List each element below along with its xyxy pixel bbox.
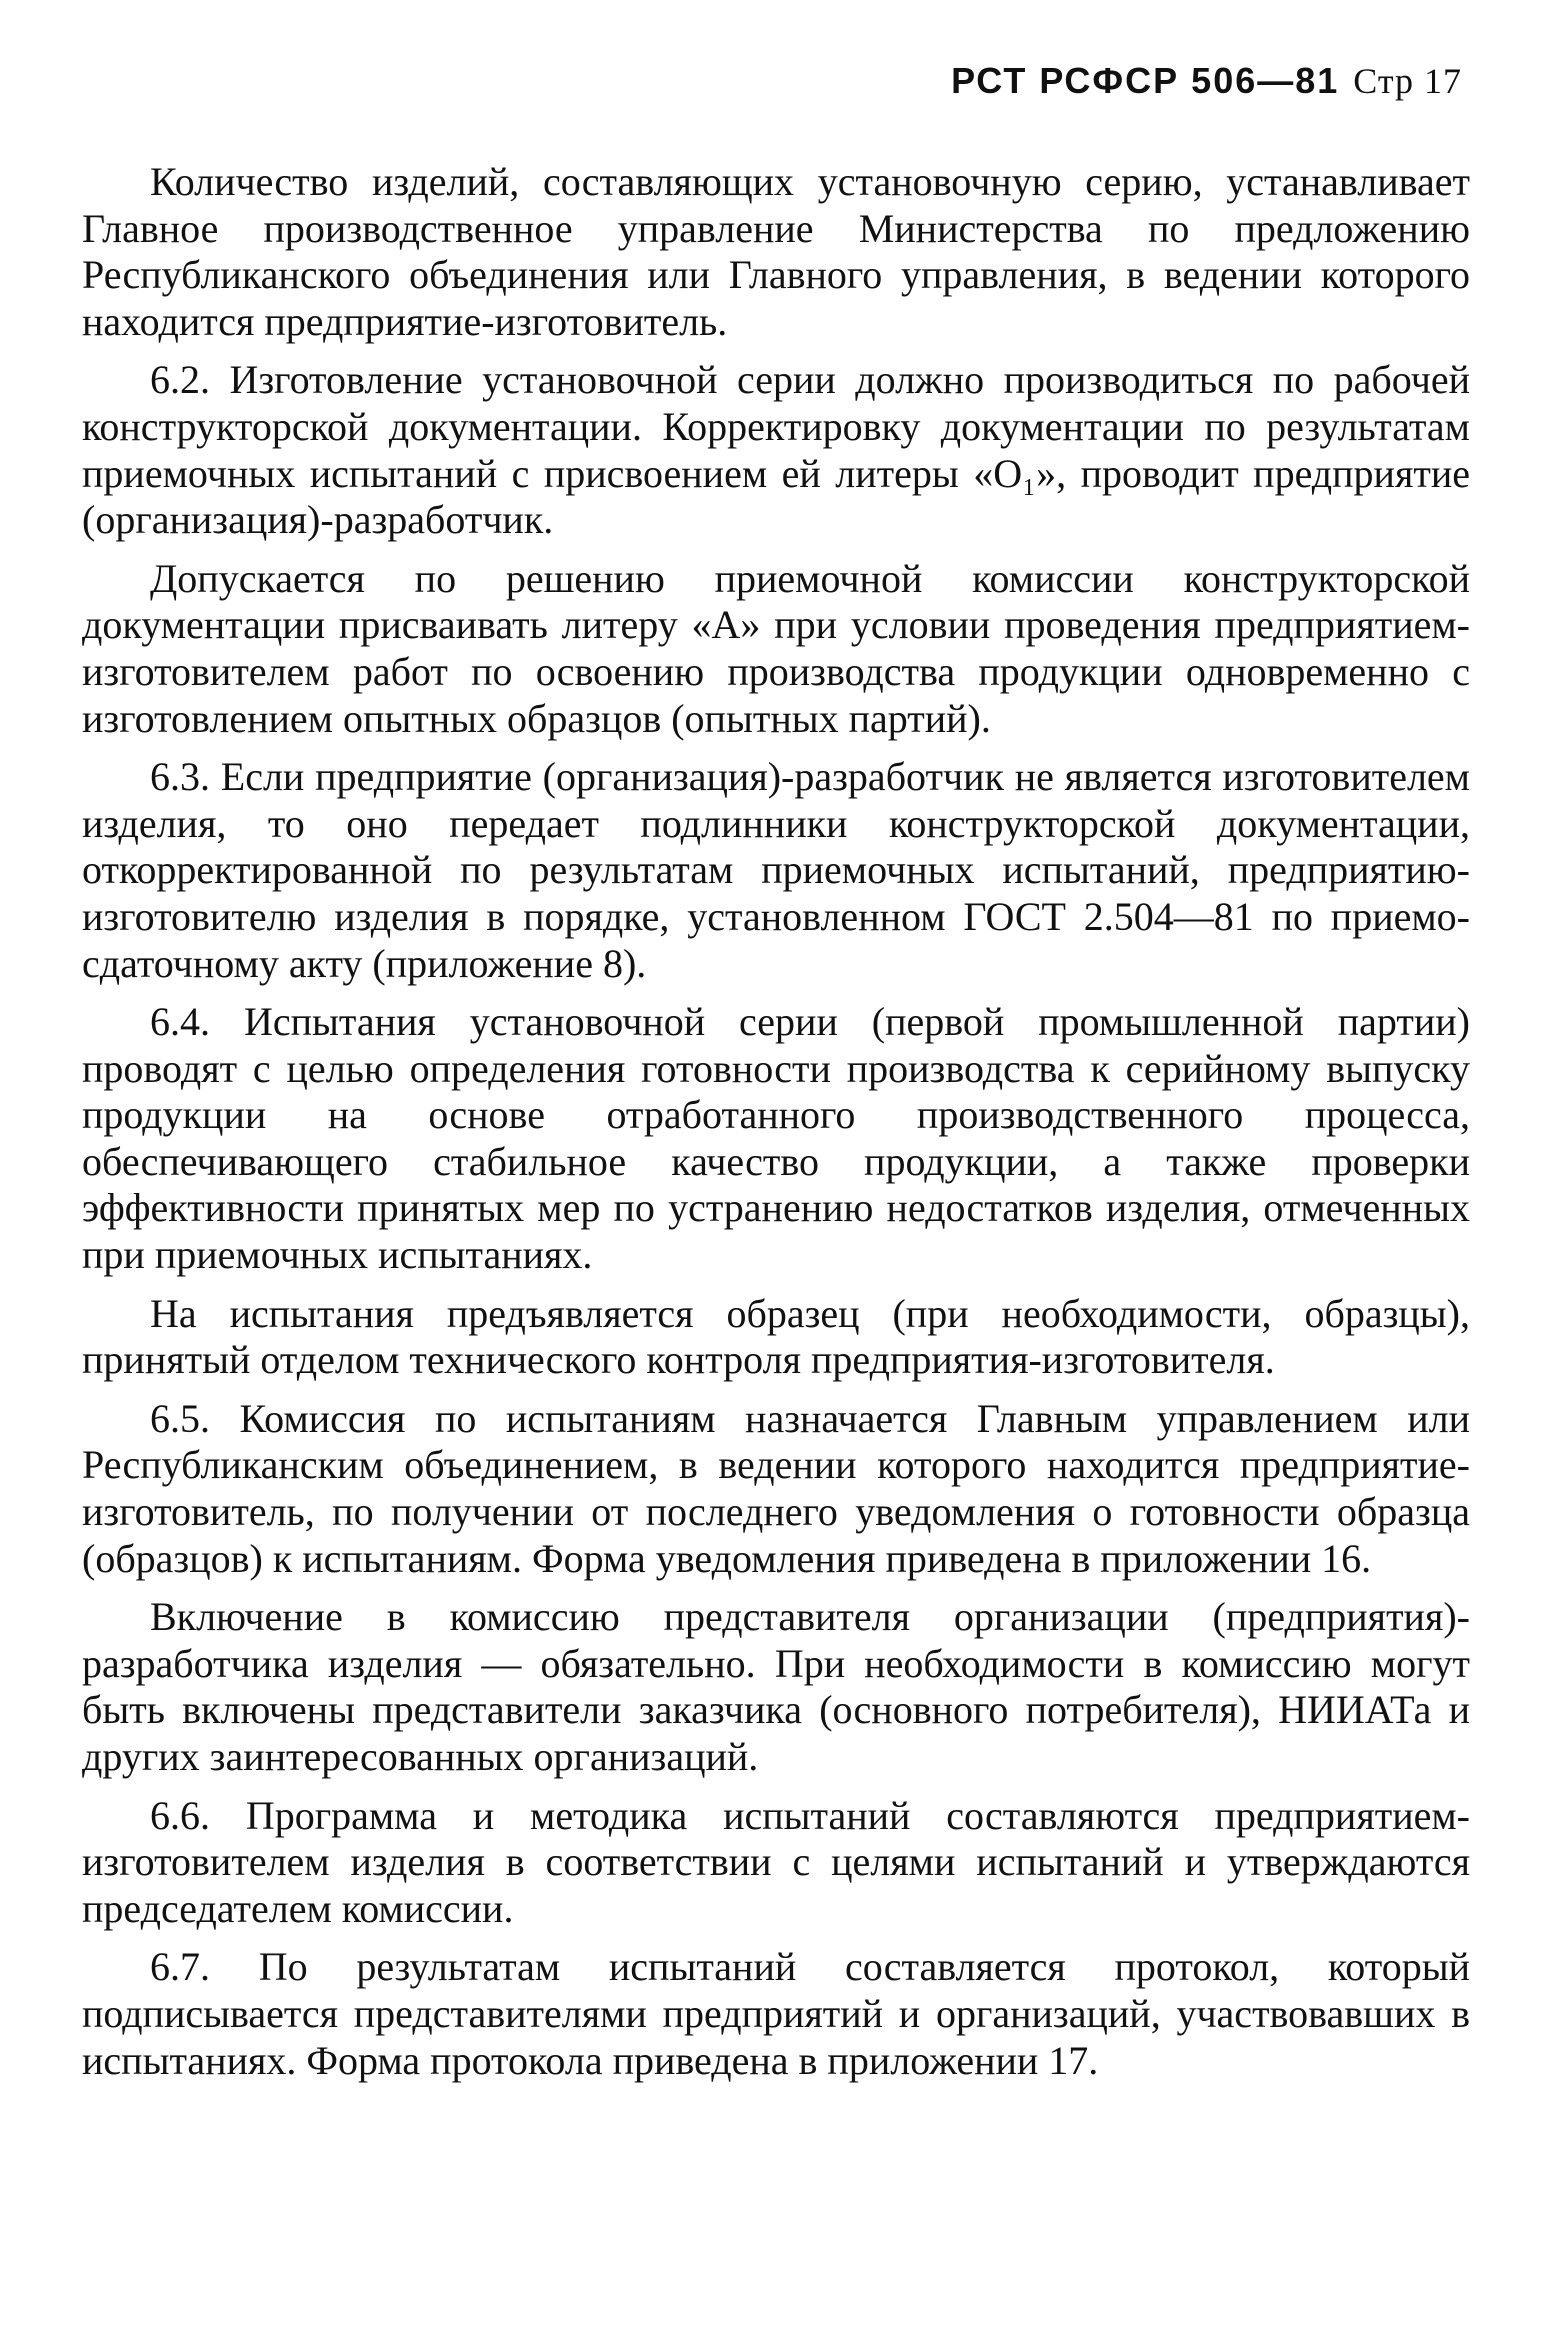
- paragraph-6-2: 6.2. Изготовление установочной серии должно производиться по рабочей конструкторской документации. Корректировку документации по результатам приемочных испытаний с присвоением ей литеры «О₁», проводит предприятие (организация)-разработчик.: [82, 357, 1470, 543]
- paragraph: На испытания предъявляется образец (при необходимости, образцы), принятый отделом технического контроля предприятия-изготовителя.: [82, 1290, 1470, 1383]
- paragraph: Включение в комиссию представителя организации (предприятия)-разработчика изделия — обязательно. При необходимости в комиссию могут быть включены представители заказчика (основного потребителя), НИИАТа и других заинтересованных организаций.: [82, 1594, 1470, 1779]
- paragraph: Количество изделий, составляющих установочную серию, устанавливает Главное производственное управление Министерства по предложению Республиканского объединения или Главного управления, в ведении которого находится предприятие-изготовитель.: [82, 159, 1470, 344]
- page-number: Стр 17: [1353, 61, 1462, 101]
- paragraph: Допускается по решению приемочной комиссии конструкторской документации присваивать литеру «А» при условии проведения предприятием-изготовителем работ по освоению производства продукции одновременно с изготовлением опытных образцов (опытных партий).: [82, 555, 1470, 741]
- page-header: [82, 55, 1470, 107]
- paragraph-6-3: 6.3. Если предприятие (организация)-разработчик не является изготовителем изделия, то оно передает подлинники конструкторской документации, откорректированной по результатам приемочных испытаний, предприятию-изготовителю изделия в порядке, установленном ГОСТ 2.504—81 по приемо-сдаточному акту (приложение 8).: [82, 754, 1470, 986]
- standard-designation: РСТ РСФСР 506—81: [951, 60, 1340, 101]
- paragraph-6-6: 6.6. Программа и методика испытаний составляются предприятием-изготовителем изделия в соответствии с целями испытаний и утверждаются председателем комиссии.: [82, 1792, 1470, 1931]
- paragraph-6-5: 6.5. Комиссия по испытаниям назначается Главным управлением или Республиканским объединением, в ведении которого находится предприятие-изготовитель, по получении от последнего уведомления о готовности образца (образцов) к испытаниям. Форма уведомления приведена в приложении 16.: [82, 1395, 1470, 1581]
- paragraph-6-7: 6.7. По результатам испытаний составляется протокол, который подписывается представителями предприятий и организаций, участвовавших в испытаниях. Форма протокола приведена в приложении 17.: [82, 1944, 1470, 2083]
- paragraph-6-4: 6.4. Испытания установочной серии (первой промышленной партии) проводят с целью определения готовности производства к серийному выпуску продукции на основе отработанного производственного процесса, обеспечивающего стабильное качество продукции, а также проверки эффективности принятых мер по устранению недостатков изделия, отмеченных при приемочных испытаниях.: [82, 999, 1470, 1278]
